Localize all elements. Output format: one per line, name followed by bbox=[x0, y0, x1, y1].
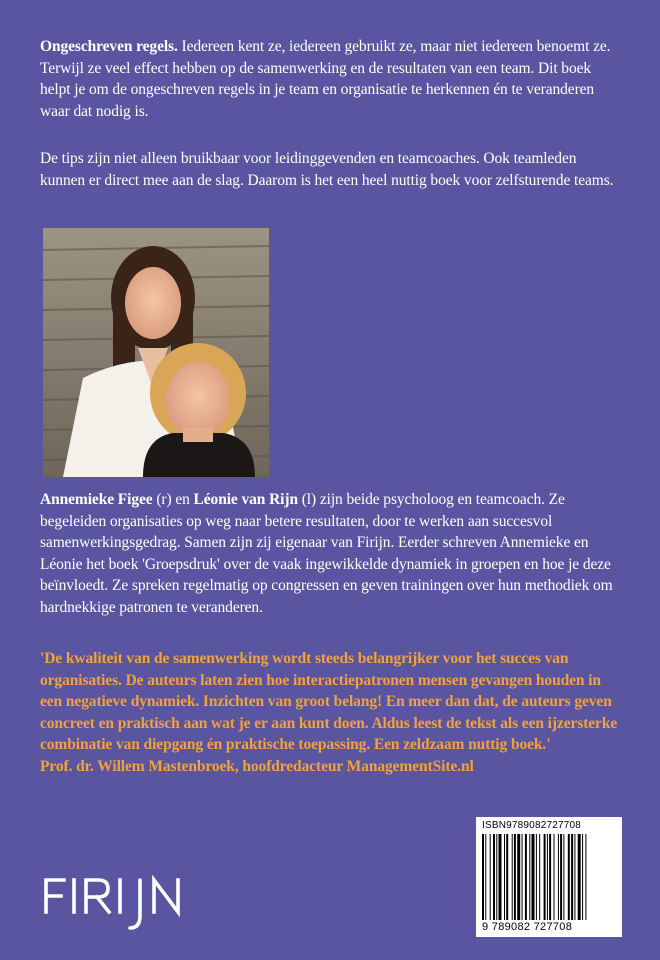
bio-body: (l) zijn beide psycholoog en teamcoach. Ze begeleiden organisaties op weg naar betere resultaten, door te werken aan succesvol samenwerkingsgedrag. Samen zijn zij eigenaar van Firijn. Eerder schreven Annemieke en Léonie het boek 'Groepsdruk' over de vaak ingewikkelde dynamiek in groepen en hoe je deze beïnvloedt. Ze spreken regelmatig op congressen en geven trainingen over hun methodiek om hardnekkige patronen te veranderen. bbox=[40, 491, 613, 616]
author1-name: Annemieke Figee bbox=[40, 491, 153, 508]
firijn-logo bbox=[42, 872, 202, 932]
intro-body: Iedereen kent ze, iedereen gebruikt ze, maar niet iedereen benoemt ze. Terwijl ze veel effect hebben op de samenwerking en de resultaten van een team. Dit boek helpt je om de ongeschreven regels in je team en organisatie te herkennen én te veranderen waar dat nodig is. bbox=[40, 38, 611, 120]
author-photo bbox=[43, 228, 269, 477]
intro-lead: Ongeschreven regels. bbox=[40, 38, 178, 55]
intro-paragraph bbox=[40, 36, 620, 122]
bio-between: (r) en bbox=[152, 491, 194, 508]
quote-attribution: Prof. dr. Willem Mastenbroek, hoofdredacteur ManagementSite.nl bbox=[40, 757, 474, 775]
barcode-number: 9 789082 727708 bbox=[482, 921, 573, 933]
author2-name: Léonie van Rijn bbox=[193, 491, 298, 508]
endorsement-quote bbox=[40, 648, 620, 777]
tips-paragraph: De tips zijn niet alleen bruikbaar voor leidinggevenden en teamcoaches. Ook teamleden kunnen er direct mee aan de slag. Daarom is het een heel nuttig boek voor zelfsturende teams. bbox=[40, 150, 614, 189]
author-photo-illustration bbox=[43, 228, 269, 477]
barcode bbox=[476, 817, 622, 937]
bio-paragraph bbox=[40, 489, 620, 618]
firijn-logo-mark bbox=[42, 872, 202, 932]
isbn-label: ISBN9789082727708 bbox=[482, 820, 582, 831]
barcode-bars bbox=[482, 834, 616, 920]
quote-text: 'De kwaliteit van de samenwerking wordt steeds belangrijker voor het succes van organisaties. De auteurs laten zien hoe interactiepatronen mensen gevangen houden in een negatieve dynamiek. Inzichten van groot belang! En meer dan dat, de auteurs geven concreet en praktisch aan wat je er aan kunt doen. Aldus leest de tekst als een ijzersterke combinatie van diepgang én praktische toepassing. Een zeldzaam nuttig boek.' bbox=[40, 650, 618, 753]
